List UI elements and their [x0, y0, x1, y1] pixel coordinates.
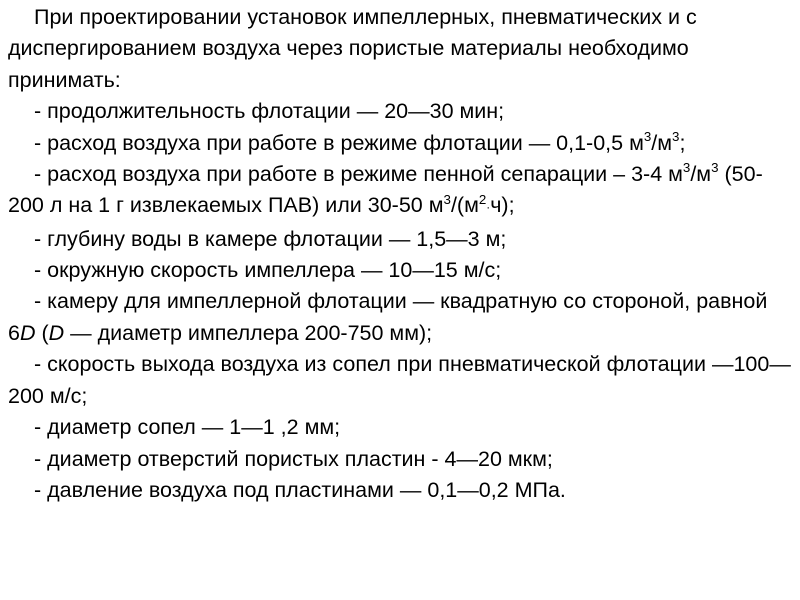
- item-depth: [8, 224, 792, 255]
- item-air-pressure: [8, 475, 792, 506]
- item-pore-diameter: [8, 444, 792, 475]
- italic-symbol-d: D: [19, 320, 36, 345]
- item-chamber-text-b: (: [35, 320, 49, 345]
- item-foam-text-a: - расход воздуха при работе в режиме пенной сепарации – 3-4 м: [34, 162, 683, 187]
- item-nozzle-speed-text: - скорость выхода воздуха из сопел при пневматической флотации —100—200 м/с;: [8, 352, 791, 408]
- item-air-flotation: [8, 128, 792, 159]
- item-nozzle-diameter-text: - диаметр сопел — 1—1 ,2 мм;: [34, 415, 341, 440]
- item-air-flotation-text-c: ;: [679, 130, 686, 155]
- item-foam-separation: [8, 159, 792, 224]
- item-nozzle-speed: [8, 349, 792, 412]
- item-impeller-speed-text: - окружную скорость импеллера — 10—15 м/с;: [34, 258, 502, 283]
- item-duration-text: - продолжительность флотации — 20—30 мин;: [34, 99, 505, 124]
- item-nozzle-diameter: [8, 412, 792, 443]
- superscript: 3: [711, 160, 719, 176]
- superscript: 3: [643, 128, 652, 144]
- superscript: 3: [672, 128, 680, 144]
- item-chamber-text-a: - камеру для импеллерной флотации — квадратную со стороной, равной 6: [8, 289, 768, 345]
- item-depth-text: - глубину воды в камере флотации — 1,5—3 м;: [34, 226, 507, 251]
- italic-symbol-d: D: [48, 320, 65, 345]
- item-air-flotation-text-a: - расход воздуха при работе в режиме флотации — 0,1-0,5 м: [34, 130, 644, 155]
- item-duration: [8, 96, 792, 127]
- multiplication-dot: ·: [486, 200, 491, 215]
- item-foam-text-c: (50-200 л на 1 г извлекаемых ПАВ) или 30-50 м: [8, 162, 763, 218]
- superscript: 2: [478, 191, 487, 207]
- item-impeller-speed: [8, 255, 792, 286]
- item-foam-text-e: ч);: [490, 193, 515, 218]
- item-chamber-text-c: — диаметр импеллера 200-750 мм);: [64, 320, 433, 345]
- text-block: [8, 2, 792, 506]
- item-foam-text-b: /м: [690, 162, 712, 187]
- intro-paragraph: [8, 2, 792, 96]
- item-air-flotation-text-b: /м: [651, 130, 673, 155]
- item-foam-text-d: /(м: [450, 193, 479, 218]
- intro-text: При проектировании установок импеллерных, пневматических и с диспергированием воздуха через пористые материалы необходимо принимать:: [8, 5, 697, 92]
- superscript: 3: [443, 191, 451, 207]
- superscript: 3: [682, 160, 691, 176]
- item-pore-diameter-text: - диаметр отверстий пористых пластин - 4—20 мкм;: [34, 446, 553, 471]
- item-air-pressure-text: - давление воздуха под пластинами — 0,1—0,2 МПа.: [34, 477, 566, 502]
- item-chamber: [8, 286, 792, 349]
